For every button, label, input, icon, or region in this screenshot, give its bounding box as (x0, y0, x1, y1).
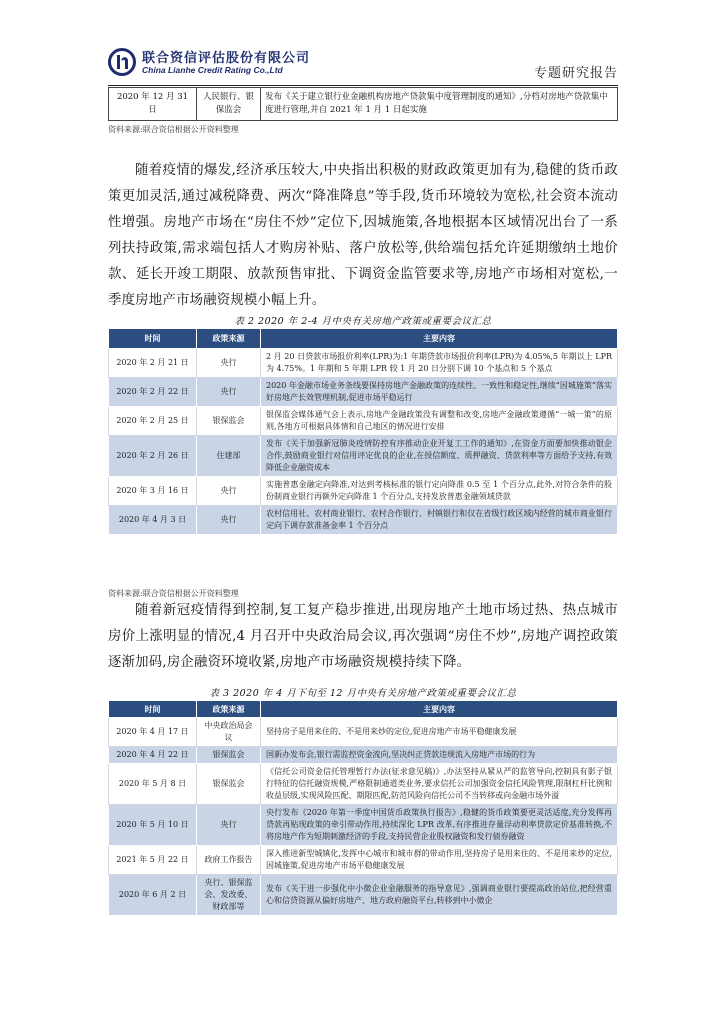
cell-date: 2020 年 12 月 31 日 (109, 88, 197, 121)
table-row (109, 436, 618, 477)
table-caption: 表 3 2020 年 4 月下旬至 12 月中央有关房地产政策或重要会议汇总 (209, 688, 517, 699)
policy-table-2 (108, 328, 618, 535)
cell-source: 住建部 (197, 436, 261, 477)
table-row (109, 506, 618, 535)
table-row (109, 477, 618, 506)
cell-content: 《信托公司资金信托管理暂行办法(征求意见稿)》,办法坚持从紧从严的监管导向,控制具有影子银行特征的信托融资规模,严格限制通道类业务,要求信托公司加强资金信托风险管理,限制杠杆比例和收益层级,实现风险匹配、期限匹配,防范风险向信托公司不当转移或向金融市场外溢 (261, 764, 618, 805)
source-note: 资料来源:联合资信根据公开资料整理 (108, 589, 239, 598)
cell-source: 中央政治局会议 (197, 718, 261, 747)
column-header-date: 时间 (109, 701, 197, 718)
cell-source: 银保监会 (197, 407, 261, 436)
cell-source: 央行 (197, 378, 261, 407)
cell-content: 央行发布《2020 年第一季度中国货币政策执行报告》,稳健的货币政策要更灵活适度,充分发挥再贷款再贴现政策的牵引带动作用,持续深化 LPR 改革,有序推进存量浮动利率贷款定价基准转换,不将房地产作为短期刺激经济的手段,支持民营企业股权融资和发行债券融资 (261, 805, 618, 846)
company-logo-icon (108, 48, 136, 76)
table-row (109, 88, 618, 121)
cell-date: 2020 年 2 月 21 日 (109, 349, 197, 378)
cell-date: 2021 年 5 月 22 日 (109, 846, 197, 875)
table-row (109, 378, 618, 407)
cell-content: 银保监会媒体通气会上表示,房地产金融政策没有调整和改变,房地产金融政策遵循“一城一策”的原则,各地方可根据具体情和自己地区的情况进行安排 (261, 407, 618, 436)
header-divider (108, 85, 618, 86)
cell-content: 深入推进新型城镇化,发挥中心城市和城市群的带动作用,坚持房子是用来住的、不是用来炒的定位,因城施策,促进房地产市场平稳健康发展 (261, 846, 618, 875)
cell-date: 2020 年 5 月 8 日 (109, 764, 197, 805)
cell-content: 2 月 20 日贷款市场报价利率(LPR)为:1 年期贷款市场报价利率(LPR)为 4.05%,5 年期以上 LPR 为 4.75%。1 年期和 5 年期 LPR 较 1 月 20 日分别下调 10 个基点和 5 个基点 (261, 349, 618, 378)
column-header-date: 时间 (109, 329, 197, 349)
table-row (109, 718, 618, 747)
table-row (109, 764, 618, 805)
cell-source: 央行 (197, 506, 261, 535)
cell-source: 银保监会 (197, 747, 261, 764)
cell-date: 2020 年 3 月 16 日 (109, 477, 197, 506)
cell-date: 2020 年 2 月 25 日 (109, 407, 197, 436)
company-name-en: China Lianhe Credit Rating Co.,Ltd (142, 65, 283, 75)
cell-source: 人民银行、银保监会 (197, 88, 261, 121)
table-row (109, 805, 618, 846)
policy-table-3 (108, 700, 618, 916)
cell-source: 政府工作报告 (197, 846, 261, 875)
column-header-content: 主要内容 (261, 701, 618, 718)
report-type: 专题研究报告 (533, 66, 618, 81)
cell-content: 实施普惠金融定向降准,对达到考核标准的银行定向降准 0.5 至 1 个百分点,此外,对符合条件的股份制商业银行再额外定向降准 1 个百分点,支持发放普惠金融领域贷款 (261, 477, 618, 506)
cell-content: 农村信用社、农村商业银行、农村合作银行、村镇银行和仅在省级行政区域内经营的城市商业银行定向下调存款准备金率 1 个百分点 (261, 506, 618, 535)
table-row (109, 747, 618, 764)
body-paragraph: 随着新冠疫情得到控制,复工复产稳步推进,出现房地产土地市场过热、热点城市房价上涨明显的情况,4 月召开中央政治局会议,再次强调“房住不炒”,房地产调控政策逐渐加码,房企融资环境收紧,房地产市场融资规模持续下降。 (108, 603, 618, 670)
table-row (109, 875, 618, 916)
cell-source: 央行 (197, 805, 261, 846)
cell-date: 2020 年 5 月 10 日 (109, 805, 197, 846)
table-row (109, 407, 618, 436)
company-name-cn: 联合资信评估股份有限公司 (142, 51, 311, 66)
cell-source: 央行、银保监会、发改委、财政部等 (197, 875, 261, 916)
column-header-source: 政策来源 (197, 329, 261, 349)
cell-content: 2020 年金融市场业务条线要保持房地产金融政策的连续性、一致性和稳定性,继续“因城施策”落实好房地产长效管理机制,促进市场平稳运行 (261, 378, 618, 407)
column-header-source: 政策来源 (197, 701, 261, 718)
cell-content: 国新办发布会,银行需监控资金流向,坚决纠正贷款违规流入房地产市场的行为 (261, 747, 618, 764)
cell-content: 发布《关于建立银行业金融机构房地产贷款集中度管理制度的通知》,分档对房地产贷款集中度进行管理,并自 2021 年 1 月 1 日起实施 (261, 88, 618, 121)
cell-source: 央行 (197, 349, 261, 378)
cell-content: 发布《关于加强新冠肺炎疫情防控有序推动企业开复工工作的通知》,在资金方面要加快推动银企合作,鼓励商业银行对信用评定优良的企业,在授信额度、质押融资、贷款利率等方面给予支持,有效降低企业融资成本 (261, 436, 618, 477)
table-row (109, 846, 618, 875)
source-note: 资料来源:联合资信根据公开资料整理 (108, 125, 239, 134)
cell-date: 2020 年 6 月 2 日 (109, 875, 197, 916)
cell-date: 2020 年 4 月 3 日 (109, 506, 197, 535)
cell-content: 坚持房子是用来住的、不是用来炒的定位,促进房地产市场平稳健康发展 (261, 718, 618, 747)
cell-date: 2020 年 4 月 22 日 (109, 747, 197, 764)
column-header-content: 主要内容 (261, 329, 618, 349)
page-header (108, 44, 618, 86)
table-row (109, 349, 618, 378)
body-paragraph: 随着疫情的爆发,经济承压较大,中央指出积极的财政政策更加有为,稳健的货币政策更加灵活,通过减税降费、两次“降准降息”等手段,货币环境较为宽松,社会资本流动性增强。房地产市场在“房住不炒”定位下,因城施策,各地根据本区域情况出台了一系列扶持政策,需求端包括人才购房补贴、落户放松等,供给端包括允许延期缴纳土地价款、延长开竣工期限、放款预售审批、下调资金监管要求等,房地产市场相对宽松,一季度房地产市场融资规模小幅上升。 (108, 163, 618, 308)
cell-date: 2020 年 2 月 22 日 (109, 378, 197, 407)
cell-content: 发布《关于进一步强化中小微企业金融服务的指导意见》,强调商业银行要提高政治站位,把经营重心和信贷资源从偏好房地产、地方政府融资平台,转移到中小微企 (261, 875, 618, 916)
cell-date: 2020 年 2 月 26 日 (109, 436, 197, 477)
table-caption: 表 2 2020 年 2-4 月中央有关房地产政策或重要会议汇总 (234, 316, 492, 327)
cell-date: 2020 年 4 月 17 日 (109, 718, 197, 747)
cell-source: 银保监会 (197, 764, 261, 805)
cell-source: 央行 (197, 477, 261, 506)
continued-table (108, 87, 618, 121)
